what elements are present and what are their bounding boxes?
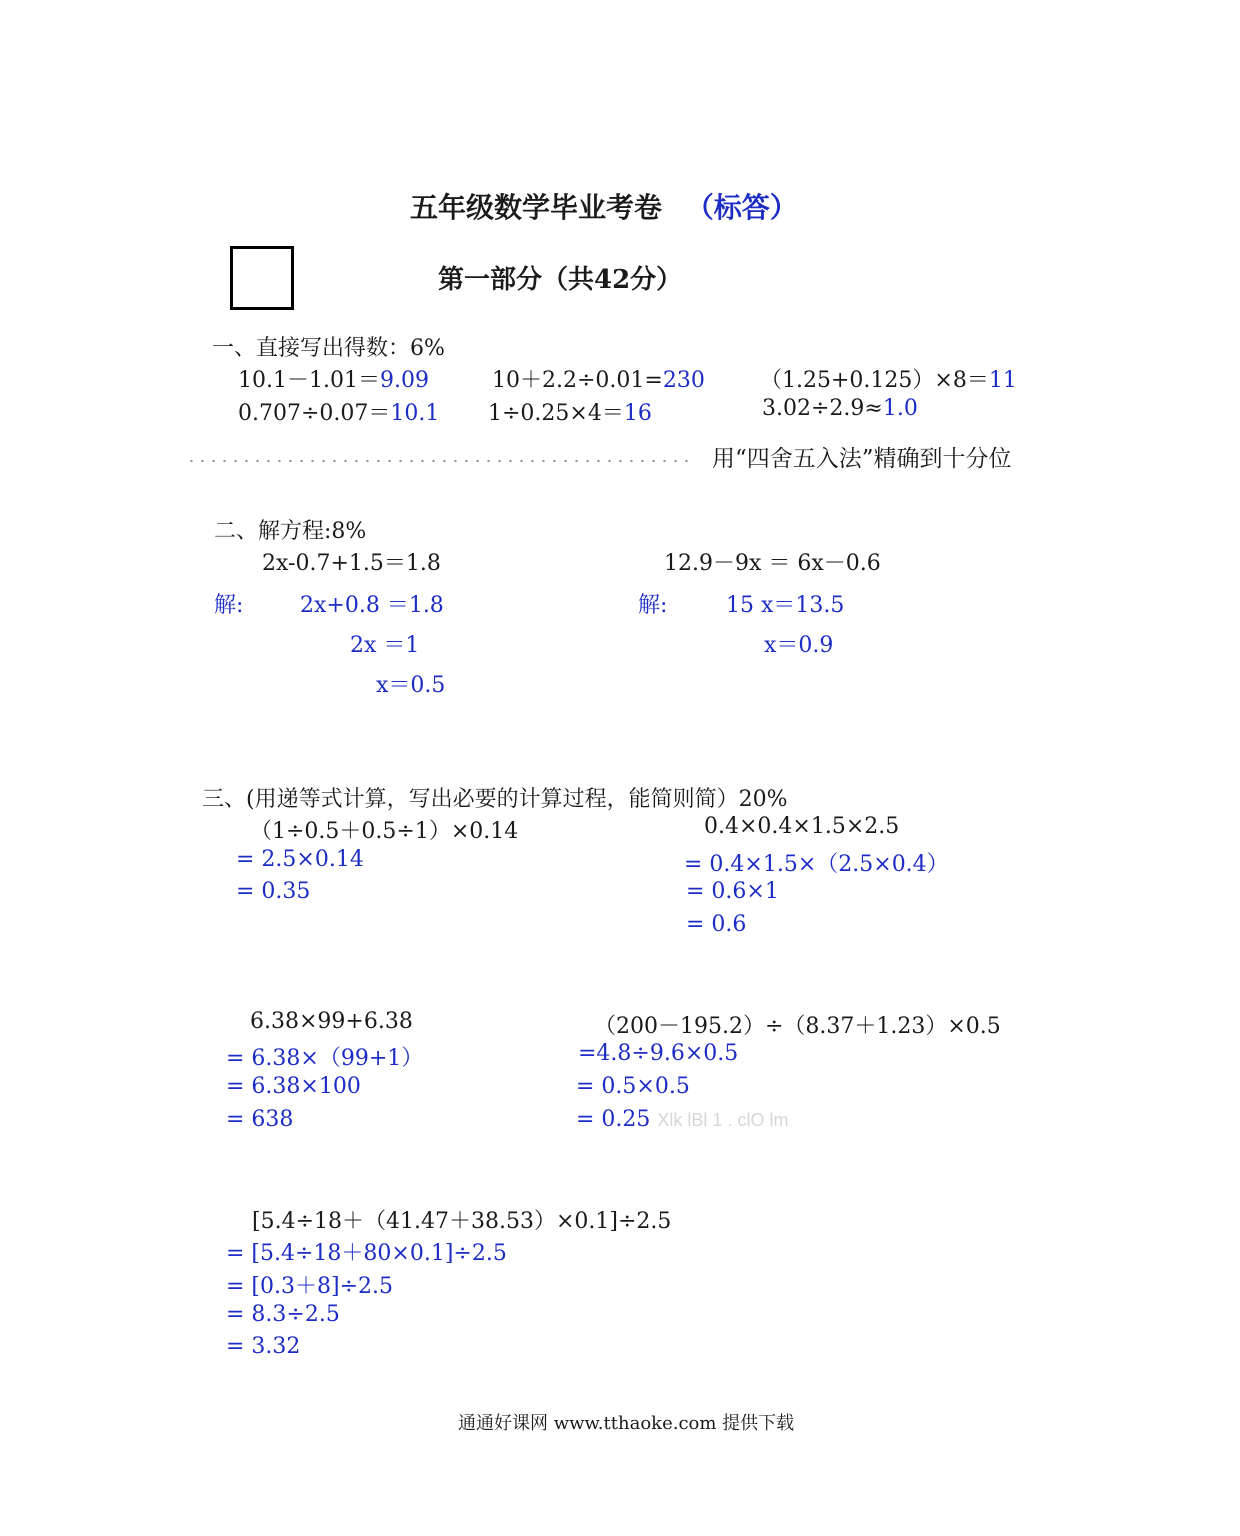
equation-1-step-3: x＝0.5 [376, 673, 446, 698]
calc-3-step-1: = 6.38×（99+1） [226, 1046, 424, 1071]
page-title [410, 186, 798, 226]
solve-label-1: 解: [214, 593, 244, 618]
equation-1-step-2: 2x ＝1 [350, 633, 420, 658]
calc-4-step-3-row [576, 1107, 788, 1132]
question: （1.25+0.125）×8＝ [760, 368, 989, 393]
question: 1÷0.25×4＝ [488, 401, 624, 426]
equation-2-step-1: 15 x＝13.5 [726, 593, 845, 618]
answer: 9.09 [379, 368, 429, 393]
part-title: 第一部分（共42分） [438, 265, 683, 295]
equation-2: 12.9－9x ＝ 6x－0.6 [664, 551, 881, 576]
question: 0.707÷0.07＝ [238, 401, 391, 426]
calc-1-step-1: = 2.5×0.14 [236, 847, 364, 872]
equation-2-step-2: x＝0.9 [764, 633, 834, 658]
equation-1-step-1: 2x+0.8 ＝1.8 [300, 593, 444, 618]
calc-2-step-1: = 0.4×1.5×（2.5×0.4） [684, 852, 949, 877]
calc-problem-1: （1÷0.5＋0.5÷1）×0.14 [250, 819, 519, 844]
problem-1-4 [238, 396, 439, 427]
calc-2-step-3: = 0.6 [686, 912, 747, 937]
solve-label-2: 解: [638, 593, 668, 618]
answer: 16 [623, 401, 652, 426]
problem-1-2 [492, 363, 705, 394]
calc-3-step-3: = 638 [226, 1107, 294, 1132]
calc-problem-2: 0.4×0.4×1.5×2.5 [704, 814, 900, 839]
rounding-note: 用“四舍五入法”精确到十分位 [712, 446, 1012, 472]
question: 3.02÷2.9≈ [762, 396, 883, 421]
calc-1-step-2: = 0.35 [236, 879, 311, 904]
title-text: 五年级数学毕业考卷 [410, 191, 663, 224]
calc-5-step-3: = 8.3÷2.5 [226, 1302, 340, 1327]
equation-1: 2x-0.7+1.5＝1.8 [262, 551, 441, 576]
section3-heading: 三、(用递等式计算，写出必要的计算过程，能简则简）20% [202, 787, 788, 812]
faint-watermark-text: Xlk lBl 1 . clO lm [657, 1110, 789, 1130]
problem-1-1 [238, 363, 429, 394]
score-box [230, 246, 294, 310]
answer: 230 [662, 368, 705, 393]
answer: 1.0 [882, 396, 918, 421]
calc-4-step-3: = 0.25 [576, 1107, 651, 1132]
question: 10＋2.2÷0.01= [492, 368, 663, 393]
dotted-divider [186, 459, 696, 463]
section1-heading: 一、直接写出得数：6% [212, 336, 445, 361]
calc-problem-5: [5.4÷18＋（41.47＋38.53）×0.1]÷2.5 [252, 1209, 672, 1234]
calc-5-step-4: = 3.32 [226, 1334, 301, 1359]
section2-heading: 二、解方程:8% [214, 519, 367, 544]
problem-1-5 [488, 396, 652, 427]
calc-5-step-1: = [5.4÷18＋80×0.1]÷2.5 [226, 1241, 507, 1266]
calc-2-step-2: = 0.6×1 [686, 879, 779, 904]
question: 10.1－1.01＝ [238, 368, 380, 393]
calc-4-step-1: =4.8÷9.6×0.5 [578, 1041, 739, 1066]
problem-1-6 [762, 396, 918, 421]
calc-5-step-2: = [0.3＋8]÷2.5 [226, 1274, 393, 1299]
calc-4-step-2: = 0.5×0.5 [576, 1074, 690, 1099]
problem-1-3 [760, 363, 1017, 394]
calc-3-step-2: = 6.38×100 [226, 1074, 361, 1099]
answer: 10.1 [390, 401, 440, 426]
calc-problem-3: 6.38×99+6.38 [250, 1009, 413, 1034]
footer-source: 通通好课网 www.tthaoke.com 提供下载 [458, 1413, 795, 1434]
answer: 11 [988, 368, 1017, 393]
answer-tag: （标答） [685, 191, 798, 224]
calc-problem-4: （200－195.2）÷（8.37＋1.23）×0.5 [594, 1014, 1001, 1039]
